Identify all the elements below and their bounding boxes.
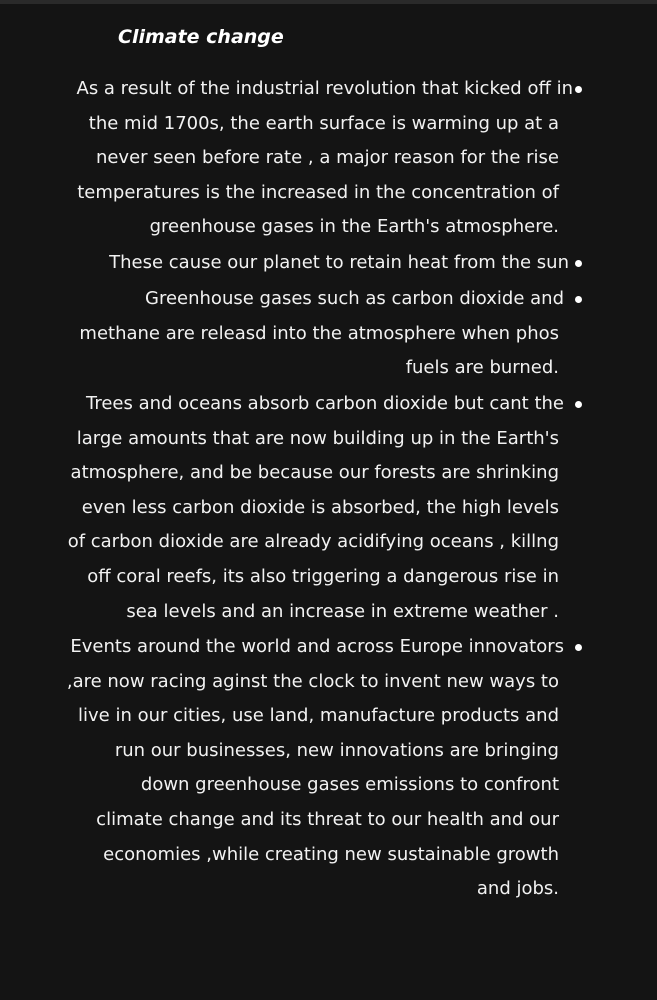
text-line: and jobs. bbox=[476, 878, 559, 900]
list-item-text bbox=[39, 387, 564, 629]
text-line: These cause our planet to retain heat from the sun bbox=[109, 252, 569, 273]
text-line: large amounts that are now building up in the Earth's bbox=[76, 427, 559, 449]
text-line: even less carbon dioxide is absorbed, the high levels bbox=[81, 496, 559, 518]
text-line: temperatures is the increased in the concentration of bbox=[77, 181, 559, 203]
bullet-dot-icon bbox=[575, 260, 582, 267]
text-line: of carbon dioxide are already acidifying oceans , killng bbox=[67, 531, 559, 553]
list-item-text bbox=[39, 630, 564, 907]
text-line: down greenhouse gases emissions to confront bbox=[140, 774, 559, 796]
text-line: the mid 1700s, the earth surface is warming up at a bbox=[88, 112, 559, 134]
text-line: climate change and its threat to our health and our bbox=[96, 808, 559, 830]
text-line: Events around the world and across Europe innovators bbox=[70, 636, 564, 657]
text-line: As a result of the industrial revolution that kicked off in bbox=[76, 78, 573, 99]
text-line: atmosphere, and be because our forests are shrinking bbox=[70, 462, 559, 484]
bullet-dot-icon bbox=[575, 644, 582, 651]
list-item bbox=[0, 387, 657, 630]
text-line: ,are now racing aginst the clock to invent new ways to bbox=[66, 670, 559, 692]
text-line: economies ,while creating new sustainable growth bbox=[103, 843, 559, 865]
document-title: Climate change bbox=[118, 26, 284, 48]
text-line: live in our cities, use land, manufacture products and bbox=[78, 705, 559, 727]
text-line: methane are releasd into the atmosphere when phos bbox=[79, 322, 559, 344]
list-item bbox=[0, 630, 657, 910]
bullet-dot-icon bbox=[575, 86, 582, 93]
bullet-dot-icon bbox=[575, 296, 582, 303]
text-line: never seen before rate , a major reason for the rise bbox=[95, 147, 559, 169]
bullet-dot-icon bbox=[575, 401, 582, 408]
list-item bbox=[0, 282, 657, 387]
text-line: sea levels and an increase in extreme weather . bbox=[126, 600, 559, 622]
list-item-text bbox=[39, 246, 569, 281]
bullet-list bbox=[0, 72, 657, 910]
text-line: run our businesses, new innovations are bringing bbox=[114, 739, 559, 761]
text-line: fuels are burned. bbox=[405, 357, 559, 379]
list-item bbox=[0, 246, 657, 282]
text-line: Greenhouse gases such as carbon dioxide and bbox=[145, 288, 564, 309]
list-item bbox=[0, 72, 657, 246]
text-line: off coral reefs, its also triggering a dangerous rise in bbox=[87, 565, 559, 587]
text-line: greenhouse gases in the Earth's atmosphere. bbox=[149, 216, 559, 238]
list-item-text bbox=[39, 72, 573, 245]
text-line: Trees and oceans absorb carbon dioxide but cant the bbox=[85, 393, 564, 414]
list-item-text bbox=[39, 282, 564, 386]
